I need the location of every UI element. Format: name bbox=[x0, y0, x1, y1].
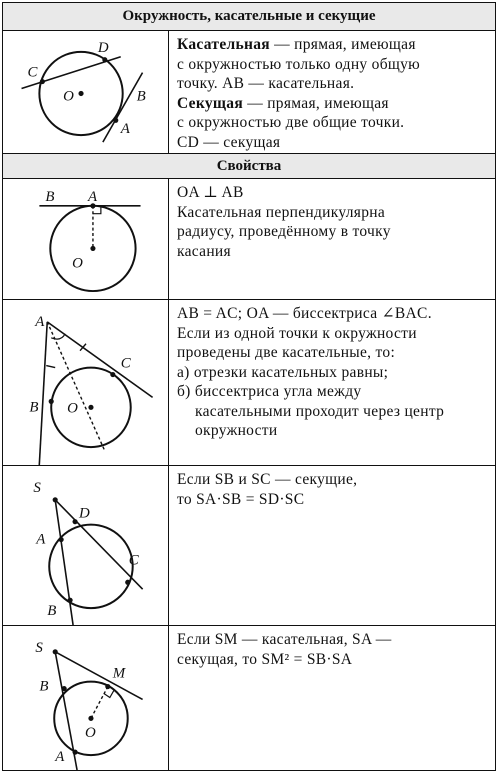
row-tangent-secant bbox=[2, 626, 496, 771]
figure-perpendicular bbox=[3, 179, 169, 299]
label-o: O bbox=[72, 255, 83, 272]
figure-two-tangents bbox=[3, 300, 169, 465]
text-line: с окружностью две общие точки. bbox=[177, 114, 405, 131]
two-secants-text bbox=[177, 470, 491, 509]
equal-tick-ab bbox=[46, 366, 55, 368]
label-s: S bbox=[35, 639, 43, 656]
label-o: O bbox=[67, 400, 78, 417]
text-line: касания bbox=[177, 242, 231, 260]
figure-tangent-secant-definition bbox=[3, 31, 169, 153]
point-d bbox=[102, 57, 107, 62]
label-b: B bbox=[39, 678, 49, 695]
label-o: O bbox=[85, 725, 96, 742]
two-tangents-diagram bbox=[3, 300, 169, 465]
text-line: радиусу, проведённому в точку bbox=[177, 223, 391, 240]
text-line: точку. AB — касательная. bbox=[177, 75, 355, 92]
point-s bbox=[53, 649, 58, 654]
label-b: B bbox=[29, 399, 39, 416]
label-s: S bbox=[33, 479, 41, 496]
text-line: проведены две касательные, то: bbox=[177, 344, 396, 361]
two-tangents-text bbox=[177, 304, 491, 441]
point-b bbox=[68, 598, 73, 603]
tangent-secant-text bbox=[177, 630, 491, 669]
text-line: Касательная перпендикулярна bbox=[177, 203, 386, 221]
point-a bbox=[59, 537, 64, 542]
two-secants-diagram bbox=[3, 466, 169, 625]
tangent-secant-diagram bbox=[3, 626, 169, 770]
label-b: B bbox=[47, 603, 57, 620]
text-line: AB = AC; OA — биссектриса ∠BAC. bbox=[177, 305, 432, 322]
point-c bbox=[110, 372, 115, 377]
tangent-line-ab bbox=[39, 322, 47, 465]
label-m: M bbox=[112, 665, 126, 682]
text-line: а) отрезки касательных равны; bbox=[177, 363, 389, 381]
label-a: A bbox=[55, 749, 65, 766]
text-line: то SA·SB = SD·SC bbox=[177, 490, 305, 508]
text-line: касательными проходит через центр bbox=[195, 402, 445, 420]
label-a: A bbox=[35, 313, 45, 330]
row-perpendicular bbox=[2, 179, 496, 300]
point-s bbox=[53, 497, 58, 502]
point-a bbox=[72, 750, 77, 755]
definition-diagram bbox=[3, 31, 169, 153]
perpendicular-text bbox=[177, 183, 491, 261]
text-line: Если SM — касательная, SA — bbox=[177, 631, 392, 648]
center-o bbox=[78, 91, 83, 96]
label-a: A bbox=[36, 531, 46, 548]
table-title: Окружность, касательные и секущие bbox=[2, 2, 496, 31]
center-o bbox=[88, 716, 93, 721]
perpendicular-diagram bbox=[3, 179, 169, 299]
text-line: окружности bbox=[195, 422, 278, 439]
label-c: C bbox=[27, 64, 38, 81]
center-o bbox=[90, 246, 95, 251]
row-definitions bbox=[2, 31, 496, 154]
text-line: Если SB и SC — секущие, bbox=[177, 471, 358, 488]
label-a: A bbox=[120, 121, 130, 138]
label-o: O bbox=[63, 88, 74, 105]
secant-line-sb bbox=[55, 500, 73, 625]
term-tangent: Касательная bbox=[177, 36, 270, 53]
label-b: B bbox=[136, 88, 146, 105]
text-line bbox=[177, 35, 491, 55]
tangent-line-ac bbox=[47, 322, 152, 398]
point-b bbox=[49, 399, 54, 404]
text-line: б) биссектриса угла между bbox=[177, 383, 362, 400]
term-secant: Секущая bbox=[177, 94, 244, 112]
label-c: C bbox=[128, 552, 139, 569]
point-d bbox=[72, 519, 77, 524]
point-m bbox=[105, 684, 110, 689]
point-b bbox=[62, 686, 67, 691]
text-line: CD — секущая bbox=[177, 133, 281, 151]
text-line bbox=[177, 94, 491, 114]
figure-two-secants bbox=[3, 466, 169, 625]
text-fragment: — прямая, имеющая bbox=[243, 94, 389, 112]
radius-om bbox=[91, 687, 108, 719]
text-line: Если из одной точки к окружности bbox=[177, 324, 417, 342]
text-line: с окружностью только одну общую bbox=[177, 55, 421, 73]
text-line: секущая, то SM² = SB·SA bbox=[177, 650, 353, 668]
label-b: B bbox=[45, 188, 55, 205]
angle-arc bbox=[51, 334, 65, 339]
point-c bbox=[40, 79, 45, 84]
figure-tangent-secant bbox=[3, 626, 169, 770]
definitions-text bbox=[177, 35, 491, 152]
label-d: D bbox=[97, 39, 109, 56]
label-d: D bbox=[79, 505, 90, 522]
tangent-line-sm bbox=[55, 652, 142, 700]
row-two-secants bbox=[2, 466, 496, 626]
label-a: A bbox=[87, 188, 98, 205]
center-o bbox=[88, 405, 93, 410]
bisector-oa bbox=[47, 322, 105, 451]
properties-title: Свойства bbox=[2, 153, 496, 179]
row-two-tangents bbox=[2, 300, 496, 466]
text-line: OA ⊥ AB bbox=[177, 184, 244, 201]
point-c bbox=[125, 580, 130, 585]
label-c: C bbox=[120, 355, 131, 372]
text-fragment: — прямая, имеющая bbox=[269, 36, 416, 53]
point-a bbox=[113, 118, 118, 123]
secant-line-sc bbox=[55, 500, 142, 589]
